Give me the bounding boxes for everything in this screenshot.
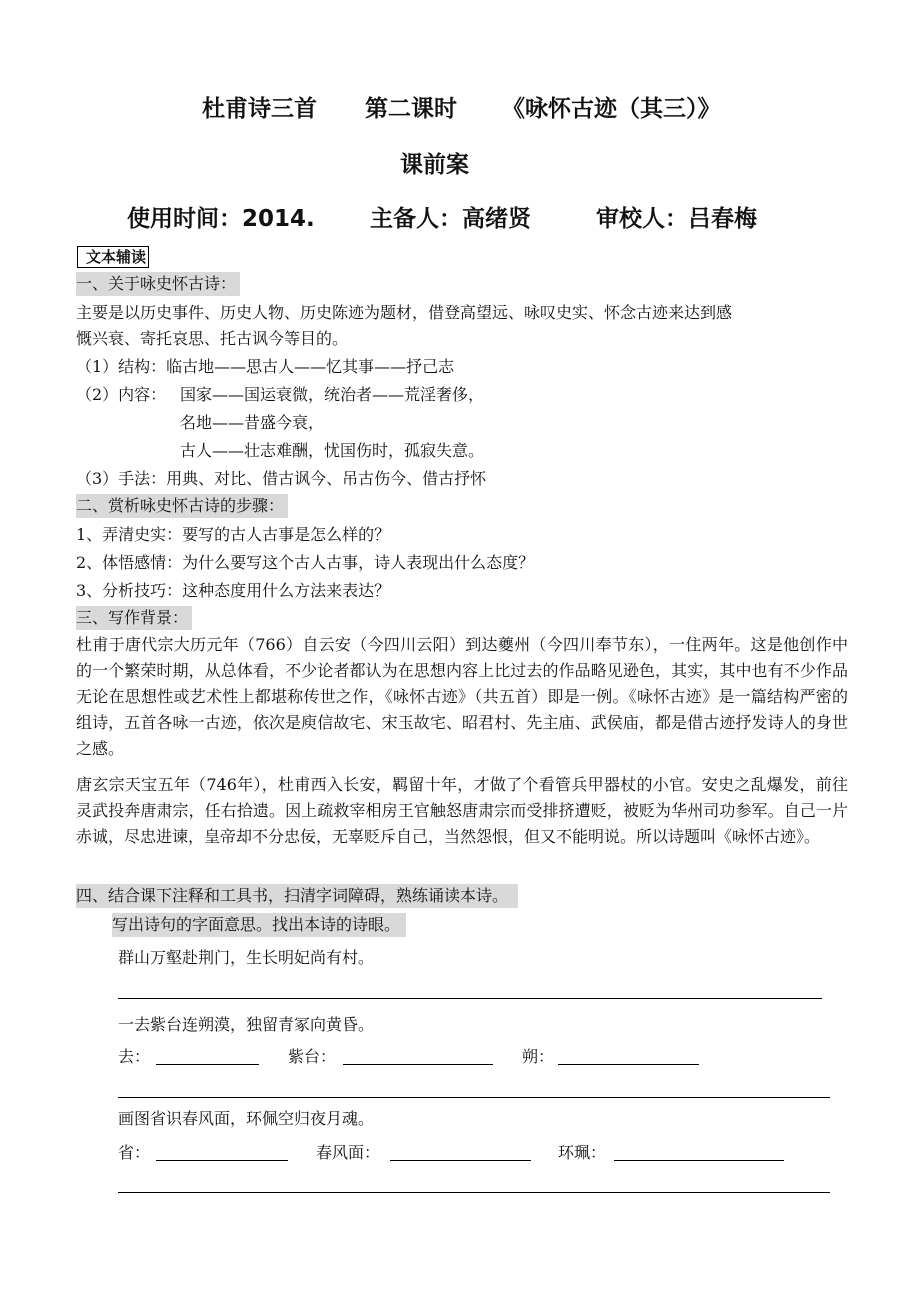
title-part-1: 杜甫诗三首 xyxy=(202,96,317,122)
section4-task: 写出诗句的字面意思。找出本诗的诗眼。 xyxy=(112,913,406,937)
section1-structure: （1）结构：临古地——思古人——忆其事——抒己志 xyxy=(76,357,455,376)
title-part-2: 第二课时 xyxy=(365,96,457,122)
section1-content-line2: 名地——昔盛今衰， xyxy=(180,413,325,432)
poem-line-1: 群山万壑赴荆门，生长明妃尚有村。 xyxy=(118,948,375,967)
section1-intro-line2: 慨兴衰、寄托哀思、托古讽今等目的。 xyxy=(76,329,349,348)
section1-content-label: （2）内容： xyxy=(76,385,167,404)
background-paragraph-1: 杜甫于唐代宗大历元年（766）自云安（今四川云阳）到达夔州（今四川奉节东），一住两年。这是他创作中的一个繁荣时期，从总体看，不少论者都认为在思想内容上比过去的作品略见逊色，其实，其中也有不少作品无论在思想性或艺术性上都堪称传世之作，《咏怀古迹》（共五首）即是一例。《咏怀古迹》是一篇结构严密的组诗，五首各咏一古迹，依次是庾信故宅、宋玉故宅、昭君村、先主庙、武侯庙，都是借古迹抒发诗人的身世之感。 xyxy=(76,635,848,758)
section1-content-line1: 国家——国运衰微，统治者——荒淫奢侈， xyxy=(180,385,485,404)
section2-step2: 2、体悟感情：为什么要写这个古人古事，诗人表现出什么态度？ xyxy=(76,553,535,572)
section2-step1: 1、弄清史实：要写的古人古事是怎么样的？ xyxy=(76,525,391,544)
blank-label-chunfengmian: 春风面： xyxy=(316,1143,381,1162)
blank-label-sheng: 省： xyxy=(118,1143,151,1162)
blank-qu[interactable] xyxy=(156,1064,259,1065)
section1-intro-line1: 主要是以历史事件、历史人物、历史陈迹为题材，借登高望远、咏叹史实、怀念古迹来达到感 xyxy=(76,303,733,322)
section3-heading: 三、写作背景： xyxy=(76,606,192,630)
reviewer: 审校人：吕春梅 xyxy=(596,206,757,232)
section4-heading: 四、结合课下注释和工具书，扫清字词障碍，熟练诵读本诗。 xyxy=(76,884,518,908)
background-paragraph-2: 唐玄宗天宝五年（746年），杜甫西入长安，羁留十年，才做了个看管兵甲器杖的小官。安史之乱爆发，前往灵武投奔唐肃宗，任右拾遗。因上疏救宰相房王官触怒唐肃宗而受排挤遭贬，被贬为华州司功参军。自己一片赤诚，尽忠进谏，皇帝却不分忠佞，无辜贬斥自己，当然怨恨，但又不能明说。所以诗题叫《咏怀古迹》。 xyxy=(76,775,848,846)
blank-sheng[interactable] xyxy=(156,1160,288,1161)
text-reading-box: 文本辅读 xyxy=(77,246,149,268)
author: 主备人：高绪贤 xyxy=(370,206,531,232)
blank-label-qu: 去： xyxy=(118,1047,151,1066)
blank-label-zitai: 紫台： xyxy=(288,1047,337,1066)
poem-line-2: 一去紫台连朔漠，独留青冢向黄昏。 xyxy=(118,1015,375,1034)
page-subtitle: 课前案 xyxy=(400,152,469,178)
section2-heading: 二、赏析咏史怀古诗的步骤： xyxy=(76,494,288,518)
section1-technique: （3）手法：用典、对比、借古讽今、吊古伤今、借古抒怀 xyxy=(76,469,487,488)
answer-line-1[interactable] xyxy=(118,998,822,999)
blank-label-huanpei: 环珮： xyxy=(558,1143,607,1162)
section2-step3: 3、分析技巧：这种态度用什么方法来表达？ xyxy=(76,581,391,600)
blank-zitai[interactable] xyxy=(343,1064,493,1065)
poem-line-3: 画图省识春风面，环佩空归夜月魂。 xyxy=(118,1109,375,1128)
blank-huanpei[interactable] xyxy=(614,1160,784,1161)
blank-chunfengmian[interactable] xyxy=(390,1160,531,1161)
section1-content-line3: 古人——壮志难酬，忧国伤时，孤寂失意。 xyxy=(180,441,485,460)
section1-heading: 一、关于咏史怀古诗： xyxy=(76,272,240,296)
answer-line-3[interactable] xyxy=(118,1192,830,1193)
title-part-3: 《咏怀古迹（其三）》 xyxy=(502,96,721,122)
usage-time: 使用时间：2014. xyxy=(127,206,315,232)
blank-label-shuo: 朔： xyxy=(522,1047,555,1066)
answer-line-2[interactable] xyxy=(118,1097,830,1098)
blank-shuo[interactable] xyxy=(558,1064,699,1065)
